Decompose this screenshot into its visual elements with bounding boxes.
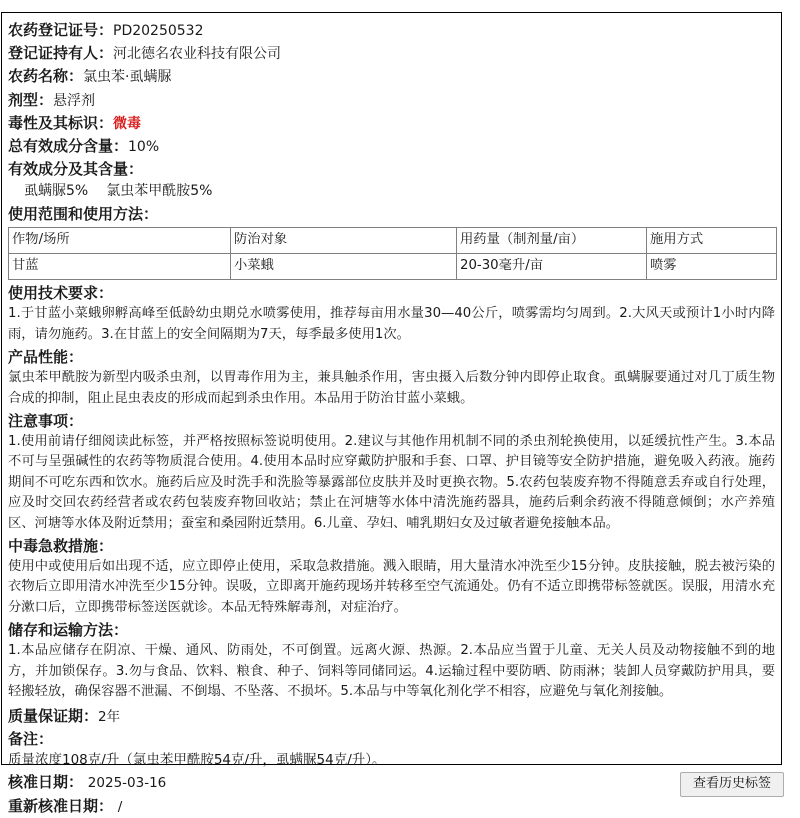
usage-col-dosage: 用药量（制剂量/亩） — [457, 228, 647, 254]
usage-section-heading: 使用范围和使用方法： — [8, 205, 159, 224]
performance-section-heading: 产品性能： — [8, 348, 84, 367]
first-aid-section-text: 使用中或使用后如出现不适，应立即停止使用，采取急救措施。溅入眼睛，用大量清水冲洗至少15分钟。皮肤接触，脱去被污染的衣物后立即用清水冲洗至少15分钟。误吸，立即离开施药现场并转移至空气流通处。仍有不适立即携带标签就医。误服，用清水充分漱口后，立即携带标签送医就诊。本品无特殊解毒剂，对症治疗。 — [8, 559, 775, 615]
usage-cell-method: 喷雾 — [647, 254, 777, 280]
formulation-row — [8, 89, 775, 112]
shelf-life-row — [8, 705, 775, 728]
shelf-life-label: 质量保证期： — [8, 706, 99, 725]
product-name-value: 氯虫苯·虱螨脲 — [83, 69, 172, 86]
storage-section-text: 1.本品应储存在阴凉、干燥、通风、防雨处，不可倒置。远离火源、热源。2.本品应当置于儿童、无关人员及动物接触不到的地方，并加锁保存。3.勿与食品、饮料、粮食、种子、饲料等同储同运。4.运输过程中要防晒、防雨淋；装卸人员穿戴防护用具，要轻搬轻放，确保容器不泄漏、不倒塌、不坠落、不损坏。5.本品与中等氧化剂化学不相容，应避免与氧化剂接触。 — [8, 643, 775, 700]
toxicity-badge: 微毒 — [113, 115, 142, 132]
first-aid-section-heading: 中毒急救措施： — [8, 537, 114, 556]
performance-section-text: 氯虫苯甲酰胺为新型内吸杀虫剂，以胃毒作用为主，兼具触杀作用，害虫摄入后数分钟内即停止取食。虱螨脲要通过对几丁质生物合成的抑制，阻止昆虫表皮的形成而起到杀虫作用。本品用于防治甘蓝小菜蛾。 — [8, 370, 775, 406]
remark-heading-row — [8, 728, 775, 750]
precautions-section-text: 1.使用前请仔细阅读此标签，并严格按照标签说明使用。2.建议与其他作用机制不同的杀虫剂轮换使用，以延缓抗性产生。3.本品不可与呈强碱性的农药等物质混合使用。4.使用本品时应穿戴防护服和手套、口罩、护目镜等安全防护措施，避免吸入药液。施药期间不可吃东西和饮水。施药后应及时洗手和洗脸等暴露部位皮肤并及时更换衣物。5.农药包装废弃物不得随意丢弃或自行处理，应及时交回农药经营者或农药包装废弃物回收站；禁止在河塘等水体中清洗施药器具，施药后剩余药液不得随意倾倒；水产养殖区、河塘等水体及附近禁用；蚕室和桑园附近禁用。6.儿童、孕妇、哺乳期妇女及过敏者避免接触本品。 — [8, 434, 775, 531]
usage-table — [8, 227, 777, 280]
technical-section-heading: 使用技术要求： — [8, 284, 114, 303]
toxicity-label: 毒性及其标识： — [8, 113, 114, 132]
storage-section-heading: 储存和运输方法： — [8, 621, 129, 640]
formulation-label: 剂型： — [8, 90, 54, 109]
formulation-value: 悬浮剂 — [53, 92, 96, 109]
footer-action-bar — [0, 770, 800, 800]
ingredients-heading-row — [8, 158, 775, 180]
usage-col-method: 施用方式 — [647, 228, 777, 254]
holder-row — [8, 42, 775, 65]
usage-table-header-row — [9, 228, 777, 254]
usage-cell-crop: 甘蓝 — [9, 254, 231, 280]
usage-col-target: 防治对象 — [231, 228, 457, 254]
reapproval-date-value: / — [117, 798, 123, 815]
technical-section-text: 1.于甘蓝小菜蛾卵孵高峰至低龄幼虫期兑水喷雾使用，推荐每亩用水量30—40公斤，喷雾需均匀周到。2.大风天或预计1小时内降雨，请勿施药。3.在甘蓝上的安全间隔期为7天，每季最多使用1次。 — [8, 306, 775, 342]
toxicity-row — [8, 112, 775, 135]
table-row — [9, 254, 777, 280]
product-name-row — [8, 65, 775, 88]
total-active-ingredient-row — [8, 135, 775, 158]
holder-value: 河北德名农业科技有限公司 — [113, 46, 282, 63]
ingredients-list — [8, 180, 775, 202]
approval-date-label: 核准日期： — [8, 773, 84, 792]
shelf-life-value: 2年 — [98, 708, 121, 725]
remark-text: 质量浓度108克/升（氯虫苯甲酰胺54克/升，虱螨脲54克/升）。 — [8, 752, 386, 769]
precautions-section-heading: 注意事项： — [8, 412, 84, 431]
approval-date-value: 2025-03-16 — [87, 775, 167, 792]
reapproval-date-label: 重新核准日期： — [8, 796, 114, 815]
product-name-label: 农药名称： — [8, 67, 84, 86]
registration-number-row — [8, 19, 775, 42]
ingredients-label: 有效成分及其含量： — [8, 160, 144, 179]
remark-label: 备注： — [8, 729, 54, 748]
holder-label: 登记证持有人： — [8, 44, 114, 63]
view-history-label-button[interactable]: 查看历史标签 — [680, 772, 784, 797]
usage-col-crop: 作物/场所 — [9, 228, 231, 254]
ingredient-item-1: 虱螨脲5% — [24, 183, 89, 200]
registration-number-label: 农药登记证号： — [8, 21, 114, 39]
usage-cell-dosage: 20-30毫升/亩 — [457, 254, 647, 280]
total-active-ingredient-label: 总有效成分含量： — [8, 137, 129, 156]
registration-number-value: PD20250532 — [113, 23, 204, 39]
total-active-ingredient-value: 10% — [128, 139, 160, 156]
usage-cell-target: 小菜蛾 — [231, 254, 457, 280]
ingredient-item-2: 氯虫苯甲酰胺5% — [106, 183, 213, 200]
